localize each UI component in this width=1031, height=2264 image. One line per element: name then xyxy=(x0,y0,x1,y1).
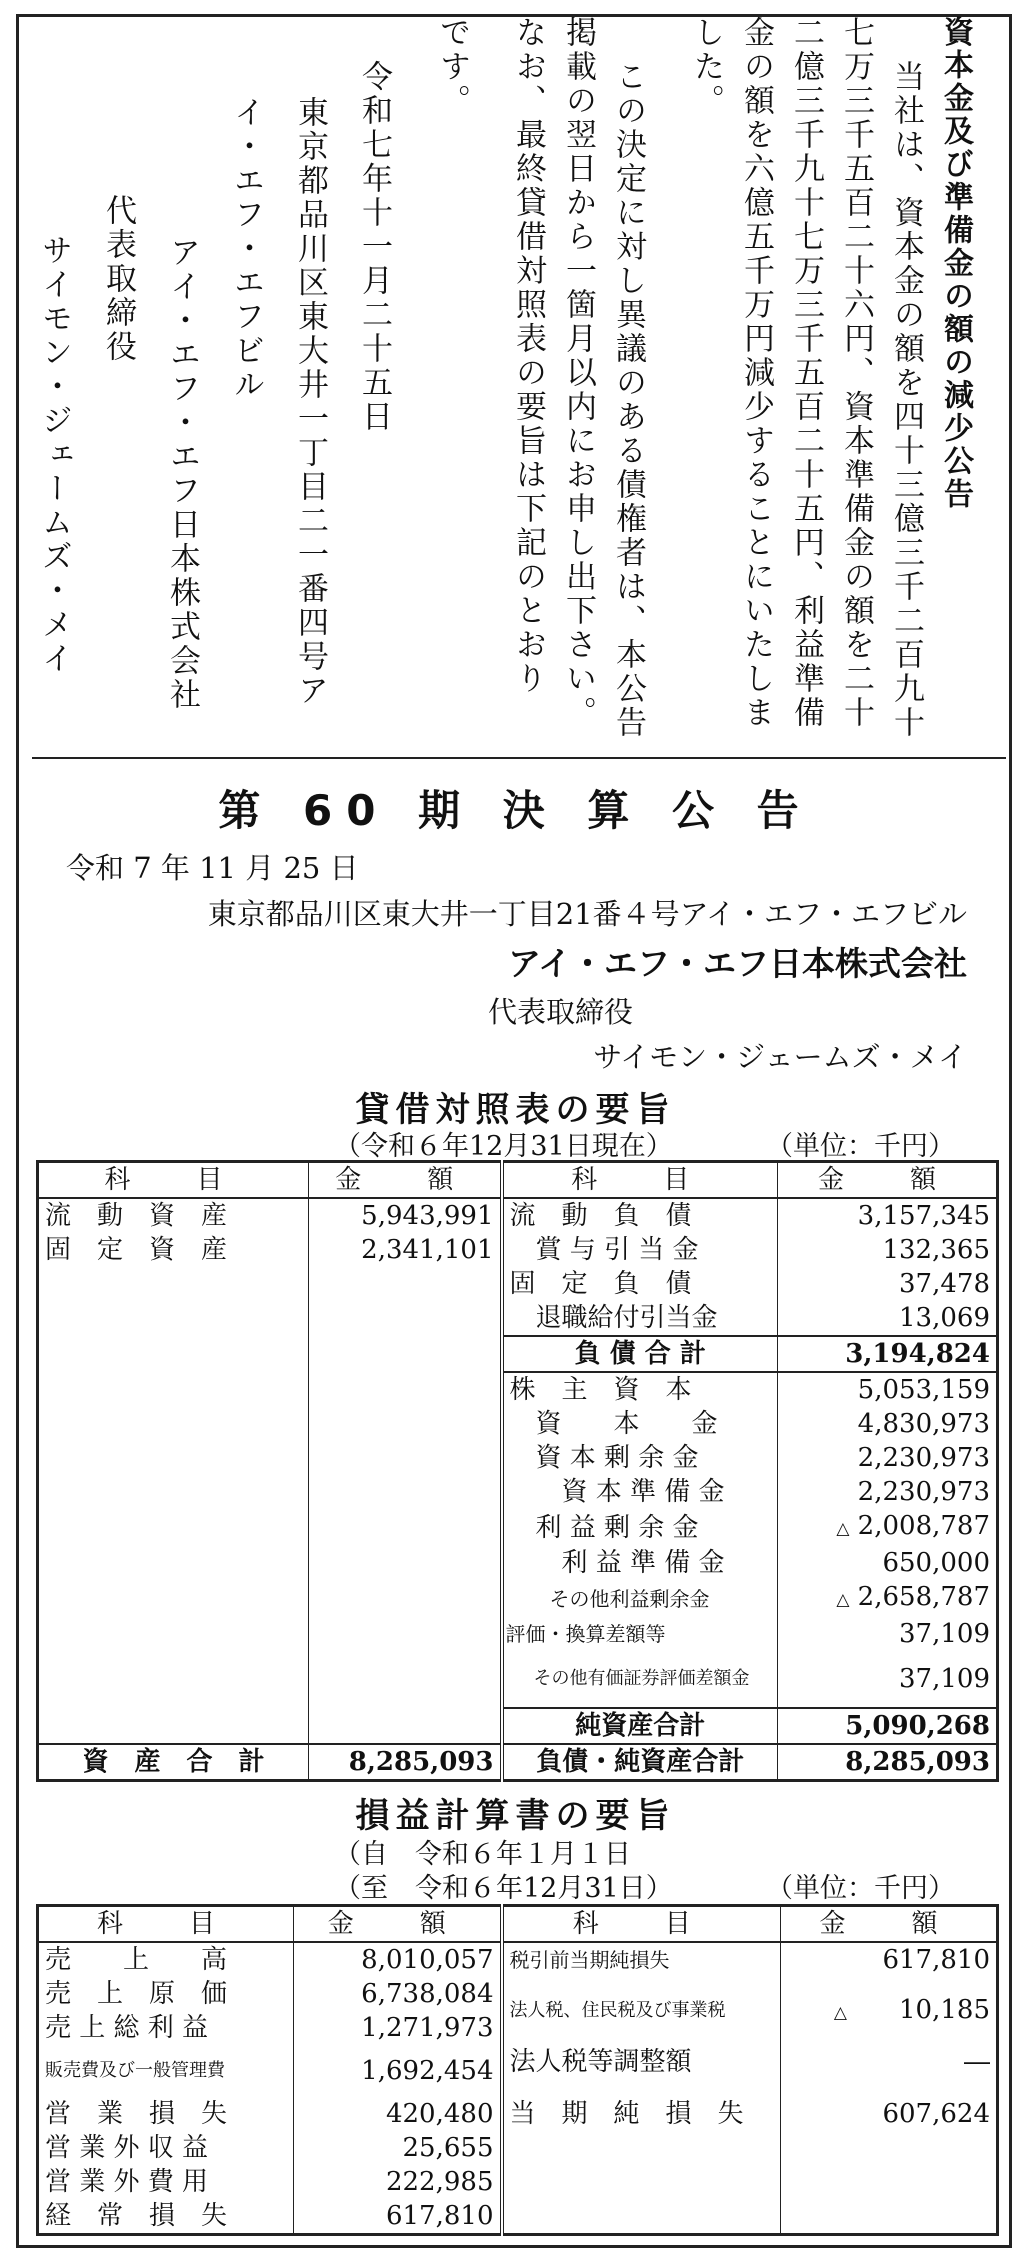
table-row xyxy=(38,1198,998,1233)
row-label: 法人税、住民税及び事業税 xyxy=(502,1977,781,2045)
notice-date: 令和七年十一月二十五日 xyxy=(356,60,392,434)
header-cell: 科 目 xyxy=(502,1162,778,1199)
table-row xyxy=(38,1708,998,1744)
header-cell: 金 額 xyxy=(309,1162,502,1199)
grand-total-label: 負債・純資産合計 xyxy=(502,1744,778,1781)
row-value: 37,109 xyxy=(899,1664,990,1694)
table-row xyxy=(38,1617,998,1651)
header-cell: 金 額 xyxy=(778,1162,998,1199)
header-cell: 科 目 xyxy=(502,1906,781,1943)
announcement-rep-title: 代表取締役 xyxy=(487,995,633,1029)
table-row xyxy=(38,2165,998,2199)
table-row xyxy=(38,1372,998,1407)
header-cell: 金 額 xyxy=(781,1906,998,1943)
table-row xyxy=(38,1744,998,1781)
period-from-text: 自 令和６年１月１日 xyxy=(361,1839,631,1870)
notice-line: 二億三千九十七万三千五百二十五円、利益準備 xyxy=(788,16,824,730)
announcement-title: 第 60 期 決 算 公 告 xyxy=(218,786,813,835)
table-row xyxy=(38,1942,998,1977)
header-cell: 金 額 xyxy=(294,1906,502,1943)
notice-line: 当社は、資本金の額を四十三億三千二百九十 xyxy=(888,60,924,740)
assets-total-value: 8,285,093 xyxy=(309,1744,502,1781)
capital-reduction-notice xyxy=(24,16,984,746)
table-row xyxy=(38,1441,998,1475)
row-label: 販売費及び一般管理費 xyxy=(38,2045,294,2097)
row-value: 617,810 xyxy=(294,2199,502,2235)
negative-mark: △ xyxy=(833,2002,847,2023)
table-row xyxy=(38,1977,998,2011)
row-value: 5,053,159 xyxy=(857,1375,990,1405)
assets-total-label: 資 産 合 計 xyxy=(38,1744,309,1781)
row-value: 8,010,057 xyxy=(294,1942,502,1977)
notice-line: です。 xyxy=(434,16,470,118)
row-value: 607,624 xyxy=(882,2099,990,2129)
row-value: 2,658,787 xyxy=(857,1582,990,1612)
equity-total-value: 5,090,268 xyxy=(778,1708,998,1744)
row-label: 退職給付引当金 xyxy=(502,1301,778,1336)
balance-sheet-table xyxy=(36,1160,999,1782)
row-value: 25,655 xyxy=(294,2131,502,2165)
row-value: 13,069 xyxy=(899,1303,990,1333)
row-value: 1,692,454 xyxy=(294,2045,502,2097)
divider xyxy=(32,757,1006,759)
row-value: 1,271,973 xyxy=(294,2011,502,2045)
notice-address: イ・エフ・エフビル xyxy=(228,96,264,402)
row-value: 37,478 xyxy=(899,1269,990,1299)
row-label: 当 期 純 損 失 xyxy=(502,2097,781,2131)
row-label: 経 常 損 失 xyxy=(38,2199,294,2235)
table-row xyxy=(38,1580,998,1617)
row-label: 資 本 剰 余 金 xyxy=(502,1441,778,1475)
table-row xyxy=(38,1267,998,1301)
table-row xyxy=(38,2131,998,2165)
row-label: 利 益 準 備 金 xyxy=(502,1546,778,1580)
row-label: 資 本 金 xyxy=(502,1407,778,1441)
row-label: 流 動 資 産 xyxy=(38,1198,309,1233)
liabilities-total-label: 負 債 合 計 xyxy=(502,1336,778,1372)
notice-line: 掲載の翌日から一箇月以内にお申し出下さい。 xyxy=(560,16,596,730)
row-label: 売 上 高 xyxy=(38,1942,294,1977)
row-value: ― xyxy=(964,2047,990,2077)
announcement-address: 東京都品川区東大井一丁目21番４号アイ・エフ・エフビル xyxy=(207,897,967,931)
row-label: 固 定 負 債 xyxy=(502,1267,778,1301)
table-row xyxy=(38,2045,998,2097)
period-to-text: 至 令和６年12月31日 xyxy=(361,1873,646,1904)
table-row xyxy=(38,1233,998,1267)
row-value: 6,738,084 xyxy=(294,1977,502,2011)
balance-sheet-unit: （単位：千円） xyxy=(766,1131,955,1162)
row-value: 4,830,973 xyxy=(857,1409,990,1439)
row-label: 資 本 準 備 金 xyxy=(502,1475,778,1509)
row-label: 賞 与 引 当 金 xyxy=(502,1233,778,1267)
liabilities-total-value: 3,194,824 xyxy=(778,1336,998,1372)
announcement-rep-name: サイモン・ジェームズ・メイ xyxy=(593,1040,967,1074)
row-label: 税引前当期純損失 xyxy=(502,1942,781,1977)
row-label: 流 動 負 債 xyxy=(502,1198,778,1233)
table-row xyxy=(38,2097,998,2131)
row-label: 営 業 外 費 用 xyxy=(38,2165,294,2199)
table-row xyxy=(38,1407,998,1441)
notice-title: 資本金及び準備金の額の減少公告 xyxy=(938,16,973,511)
header-cell: 科 目 xyxy=(38,1162,309,1199)
table-row xyxy=(38,1509,998,1546)
row-value: 5,943,991 xyxy=(309,1198,502,1233)
row-label: 法人税等調整額 xyxy=(502,2045,781,2097)
notice-line: 金の額を六億五千万円減少することにいたしま xyxy=(738,16,774,730)
row-label: 固 定 資 産 xyxy=(38,1233,309,1267)
table-row xyxy=(38,1475,998,1509)
table-row xyxy=(38,1546,998,1580)
income-statement-title: 損益計算書の要旨 xyxy=(355,1796,676,1836)
row-value: 2,341,101 xyxy=(309,1233,502,1267)
notice-company: アイ・エフ・エフ日本株式会社 xyxy=(164,236,200,712)
notice-line: した。 xyxy=(688,16,724,118)
balance-sheet-period: （令和６年12月31日現在） xyxy=(334,1131,673,1162)
notice-line: この決定に対し異議のある債権者は、本公告 xyxy=(610,60,646,740)
row-value: 420,480 xyxy=(294,2097,502,2131)
row-value: 132,365 xyxy=(882,1235,990,1265)
income-statement-table xyxy=(36,1904,999,2236)
row-value: 222,985 xyxy=(294,2165,502,2199)
row-value: 2,230,973 xyxy=(857,1443,990,1473)
row-label: その他利益剰余金 xyxy=(502,1580,778,1617)
table-row xyxy=(38,2199,998,2235)
row-label: 株 主 資 本 xyxy=(502,1372,778,1407)
row-label: 営 業 外 収 益 xyxy=(38,2131,294,2165)
income-statement-unit: （単位：千円） xyxy=(766,1873,955,1904)
notice-rep-name: サイモン・ジェームズ・メイ xyxy=(36,234,72,676)
row-value: 650,000 xyxy=(882,1548,990,1578)
header-cell: 科 目 xyxy=(38,1906,294,1943)
table-row xyxy=(38,1336,998,1372)
announcement-company: アイ・エフ・エフ日本株式会社 xyxy=(507,944,967,983)
row-label: 営 業 損 失 xyxy=(38,2097,294,2131)
income-period-to: （至 令和６年12月31日） xyxy=(334,1873,673,1904)
negative-mark: △ xyxy=(836,1519,850,1539)
row-value: 2,230,973 xyxy=(857,1477,990,1507)
row-label: 評価・換算差額等 xyxy=(502,1617,778,1651)
notice-rep-title: 代表取締役 xyxy=(100,194,136,364)
announcement-date: 令和 7 年 11 月 25 日 xyxy=(66,851,359,885)
row-label: 売 上 原 価 xyxy=(38,1977,294,2011)
balance-sheet-title: 貸借対照表の要旨 xyxy=(355,1090,676,1130)
table-row xyxy=(38,1651,998,1708)
notice-line: なお、最終貸借対照表の要旨は下記のとおり xyxy=(510,16,546,696)
table-row xyxy=(38,1301,998,1336)
notice-line: 七万三千五百二十六円、資本準備金の額を二十 xyxy=(838,16,874,730)
row-value: 2,008,787 xyxy=(857,1511,990,1541)
income-period-from: （自 令和６年１月１日 xyxy=(334,1839,631,1870)
negative-mark: △ xyxy=(836,1590,850,1610)
row-value: 37,109 xyxy=(899,1619,990,1649)
row-label: 利 益 剰 余 金 xyxy=(502,1509,778,1546)
row-value: 617,810 xyxy=(882,1945,990,1975)
grand-total-value: 8,285,093 xyxy=(778,1744,998,1781)
equity-total-label: 純資産合計 xyxy=(502,1708,778,1744)
row-value: 3,157,345 xyxy=(857,1201,990,1231)
row-label: その他有価証券評価差額金 xyxy=(502,1651,778,1708)
notice-address: 東京都品川区東大井一丁目二一番四号ア xyxy=(292,96,328,708)
row-value: 10,185 xyxy=(899,1994,990,2025)
row-label: 売 上 総 利 益 xyxy=(38,2011,294,2045)
